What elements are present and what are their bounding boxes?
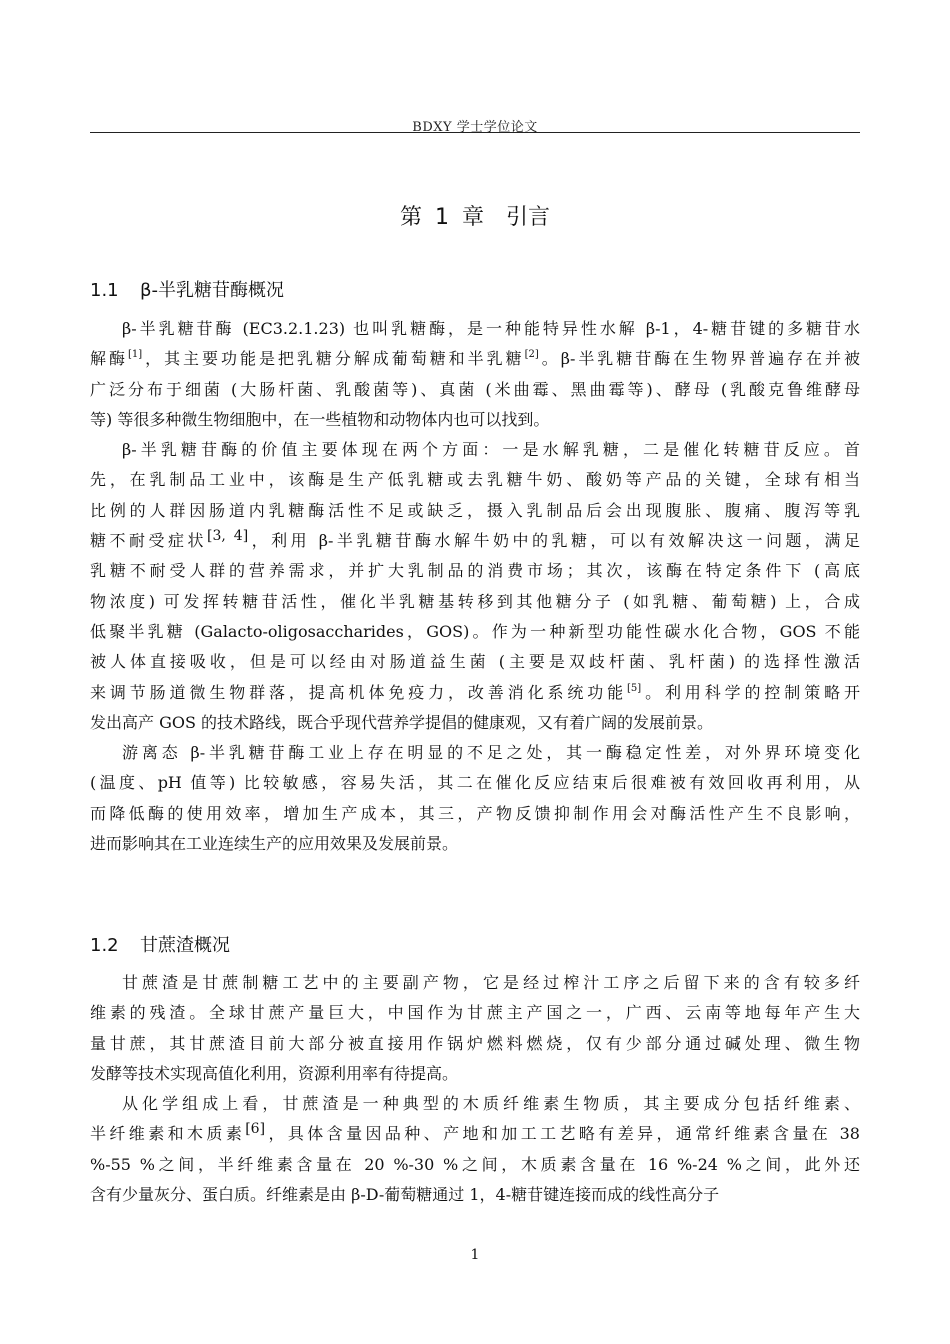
text-run: %-55 %之间，半纤维素含量在 20 %-30 %之间，木质素含量在 16 %-24 %之间，此外还: [90, 1154, 860, 1174]
text-run: 等) 等很多种微生物细胞中，在一些植物和动物体内也可以找到。: [90, 409, 550, 429]
text-run: 解酶: [90, 349, 128, 369]
text-line: [90, 799, 860, 829]
text-run: 半纤维素和木质素: [90, 1124, 246, 1144]
text-run: 比例的人群因肠道内乳糖酶活性不足或缺乏，摄入乳制品后会出现腹胀、腹痛、腹泻等乳: [90, 500, 860, 520]
text-line: [90, 1059, 860, 1089]
running-header: BDXY 学士学位论文: [412, 120, 538, 135]
text-line: [90, 968, 860, 998]
paragraph: [90, 314, 860, 435]
text-line: [90, 768, 860, 798]
text-line: [90, 496, 860, 526]
citation-ref: [2]: [524, 349, 539, 361]
text-line: [90, 375, 860, 405]
text-line: [90, 465, 860, 495]
text-line: [90, 647, 860, 677]
text-line: [90, 556, 860, 586]
text-run: 乳糖不耐受人群的营养需求，并扩大乳制品的消费市场；其次，该酶在特定条件下 (高底: [90, 561, 860, 581]
text-run: 进而影响其在工业连续生产的应用效果及发展前景。: [90, 834, 459, 854]
text-run: 甘蔗渣是甘蔗制糖工艺中的主要副产物，它是经过榨汁工序之后留下来的含有较多纤: [122, 973, 860, 992]
section-heading-1-1: [90, 276, 860, 302]
paragraph: [90, 968, 860, 1089]
text-line: [90, 738, 860, 768]
text-line: [90, 1119, 860, 1149]
header-rule: [90, 132, 860, 133]
text-run: ，利用 β-半乳糖苷酶水解牛奶中的乳糖，可以有效解决这一问题，满足: [248, 531, 860, 551]
text-run: 被人体直接吸收，但是可以经由对肠道益生菌 (主要是双歧杆菌、乳杆菌) 的选择性激活: [90, 652, 860, 672]
text-run: (温度、pH 值等) 比较敏感，容易失活，其二在催化反应结束后很难被有效回收再利用，从: [90, 773, 860, 793]
text-line: [90, 344, 860, 374]
text-run: 。β-半乳糖苷酶在生物界普遍存在并被: [538, 349, 860, 369]
text-run: 含有少量灰分、蛋白质。纤维素是由 β-D-葡萄糖通过 1，4-糖苷键连接而成的线性高分子: [90, 1185, 720, 1205]
text-run: ，具体含量因品种、产地和加工工艺略有差异，通常纤维素含量在 38: [265, 1124, 860, 1144]
section-1-1-body: [90, 314, 860, 859]
citation-ref: [6]: [245, 1121, 266, 1138]
section-title: β-半乳糖苷酶概况: [140, 280, 284, 301]
text-line: [90, 998, 860, 1028]
text-line: [90, 678, 860, 708]
text-run: 。利用科学的控制策略开: [641, 682, 860, 702]
section-title: 甘蔗渣概况: [140, 935, 230, 956]
paragraph: [90, 738, 860, 859]
paragraph: [90, 435, 860, 738]
text-line: [90, 1089, 860, 1119]
text-run: 发酵等技术实现高值化利用，资源利用率有待提高。: [90, 1063, 459, 1083]
section-number: 1.1: [90, 280, 119, 301]
section-heading-1-2: [90, 931, 860, 957]
text-run: 发出高产 GOS 的技术路线，既合乎现代营养学提倡的健康观，又有着广阔的发展前景。: [90, 712, 714, 732]
text-run: 广泛分布于细菌 (大肠杆菌、乳酸菌等)、真菌 (米曲霉、黑曲霉等)、酵母 (乳酸克鲁维酵母: [90, 379, 860, 399]
text-run: 来调节肠道微生物群落，提高机体免疫力，改善消化系统功能: [90, 682, 628, 702]
text-line: [90, 829, 860, 859]
text-line: [90, 587, 860, 617]
text-line: [90, 617, 860, 647]
text-line: [90, 435, 860, 465]
page-number: 1: [470, 1247, 480, 1263]
chapter-title: 第 1 章 引言: [400, 205, 550, 230]
text-run: 维素的残渣。全球甘蔗产量巨大，中国作为甘蔗主产国之一，广西、云南等地每年产生大: [90, 1003, 860, 1023]
section-1-2-body: [90, 968, 860, 1210]
citation-ref: [3, 4]: [207, 528, 249, 545]
text-line: [90, 1029, 860, 1059]
text-run: 从化学组成上看，甘蔗渣是一种典型的木质纤维素生物质，其主要成分包括纤维素、: [122, 1094, 860, 1114]
citation-ref: [1]: [127, 349, 143, 361]
citation-ref: [5]: [627, 682, 642, 694]
text-line: [90, 405, 860, 435]
section-number: 1.2: [90, 935, 119, 956]
text-run: 先，在乳制品工业中，该酶是生产低乳糖或去乳糖牛奶、酸奶等产品的关键，全球有相当: [90, 470, 860, 490]
text-run: 而降低酶的使用效率，增加生产成本，其三，产物反馈抑制作用会对酶活性产生不良影响，: [90, 803, 860, 823]
text-line: [90, 708, 860, 738]
text-line: [90, 314, 860, 344]
text-run: 低聚半乳糖 (Galacto-oligosaccharides，GOS)。作为一种新型功能性碳水化合物，GOS 不能: [90, 621, 860, 641]
paragraph: [90, 1089, 860, 1210]
text-run: 糖不耐受症状: [90, 531, 208, 551]
text-run: 游离态 β-半乳糖苷酶工业上存在明显的不足之处，其一酶稳定性差，对外界环境变化: [122, 743, 860, 763]
text-run: 量甘蔗，其甘蔗渣目前大部分被直接用作锅炉燃料燃烧，仅有少部分通过碱处理、微生物: [90, 1033, 860, 1053]
text-run: ，其主要功能是把乳糖分解成葡萄糖和半乳糖: [142, 349, 525, 369]
text-run: β-半乳糖苷酶的价值主要体现在两个方面：一是水解乳糖，二是催化转糖苷反应。首: [122, 440, 860, 460]
text-line: [90, 1180, 860, 1210]
text-run: 物浓度) 可发挥转糖苷活性，催化半乳糖基转移到其他糖分子 (如乳糖、葡萄糖) 上，合成: [90, 591, 860, 611]
text-run: β-半乳糖苷酶 (EC3.2.1.23) 也叫乳糖酶，是一种能特异性水解 β-1，4-糖苷键的多糖苷水: [122, 319, 860, 338]
text-line: [90, 526, 860, 556]
text-line: [90, 1150, 860, 1180]
